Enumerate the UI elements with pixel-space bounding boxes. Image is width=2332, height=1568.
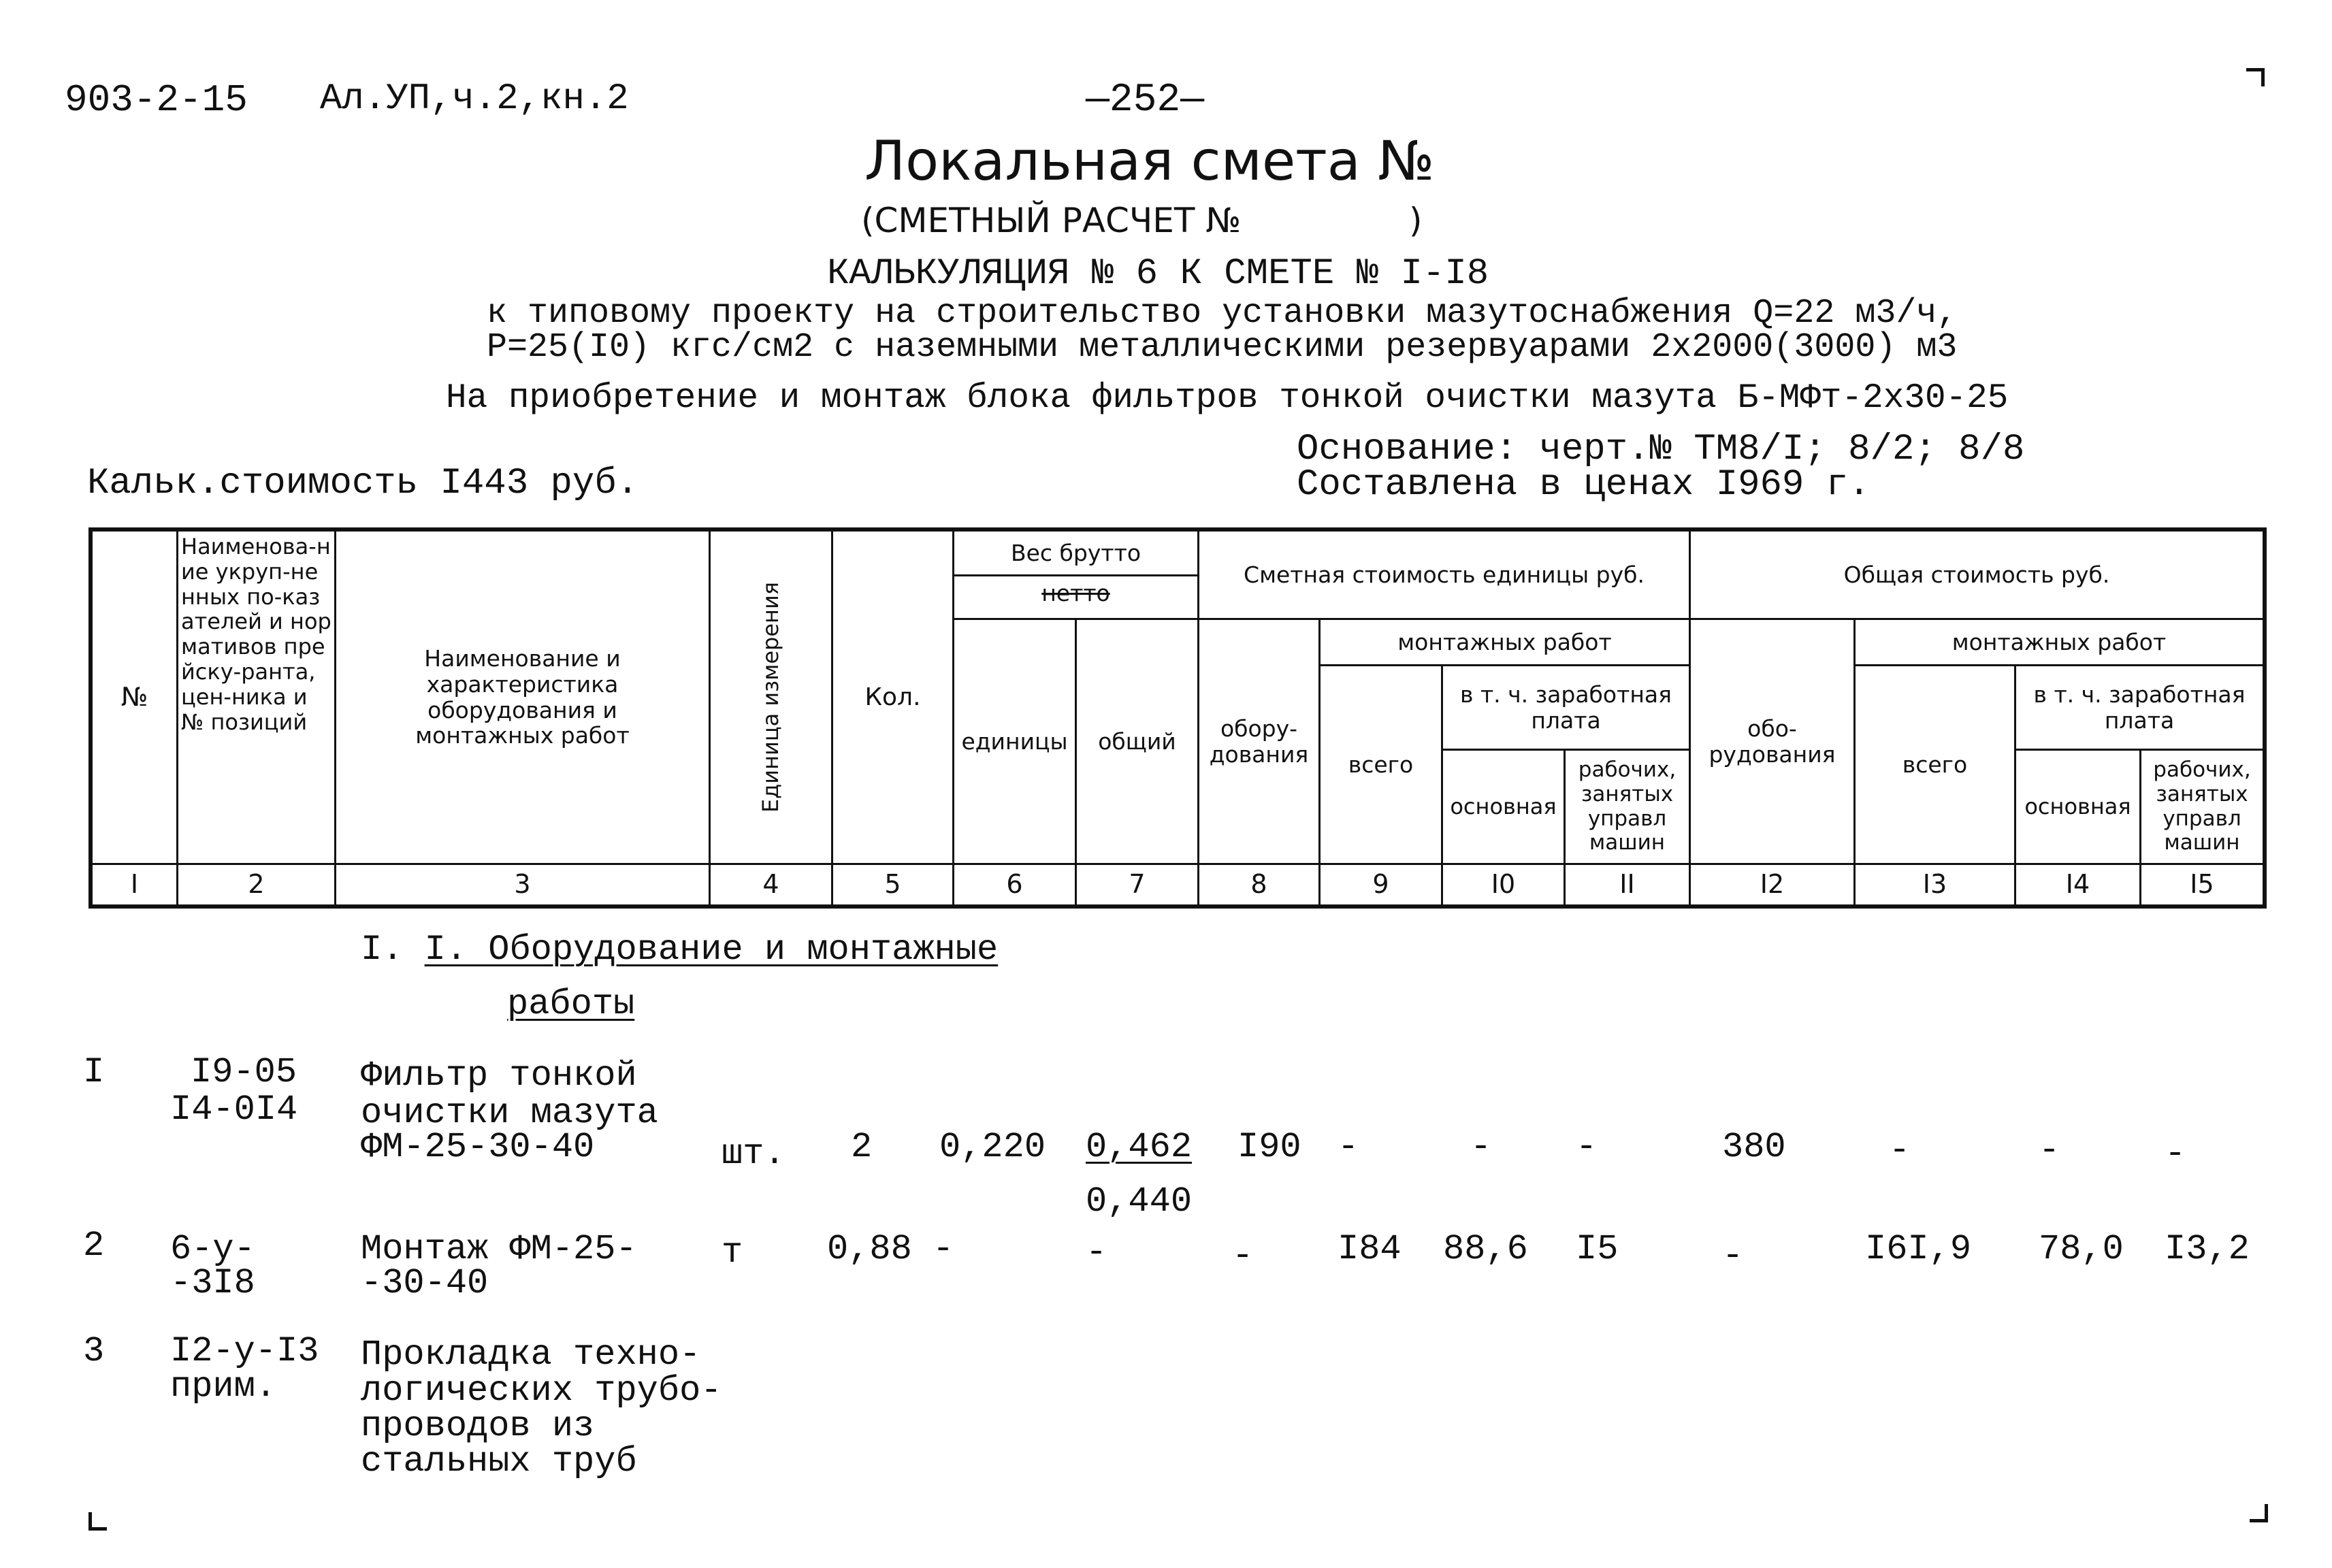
estimate-subtitle: (СМЕТНЫЙ РАСЧЕТ № [861,201,1242,240]
row-1-name-line2: очистки мазута [361,1093,658,1133]
doc-code: 903-2-15 [65,78,248,122]
th-total-cost-install: монтажных работ [1856,620,2263,666]
th-weight [954,532,1199,620]
row-1-code-line1: I9-05 [191,1052,297,1092]
row-1-name-line3: ФМ-25-30-40 [361,1127,595,1167]
th-quantity: Кол. [833,532,954,865]
basis-drawings: Основание: черт.№ ТМ8/I; 8/2; 8/8 [1297,429,2025,470]
th-weight-gross: Вес брутто [954,532,1197,576]
section-title-number: I. [361,930,425,970]
row-2-code-line1: 6-у- [170,1229,255,1269]
row-1-unit-cost-machine: - [1576,1127,1598,1167]
th-unit-cost: Сметная стоимость единицы руб. [1199,532,1691,620]
row-3-name-line1: Прокладка техно- [361,1335,701,1375]
col-num: I5 [2190,869,2214,900]
row-1-weight-unit: 0,220 [939,1127,1046,1167]
col-num: II [1566,865,1691,904]
row-3-name-line4: стальных труб [361,1441,637,1482]
th-number: № [93,532,178,865]
row-2-number: 2 [83,1226,105,1266]
page-number: —252— [1086,78,1205,122]
row-3-number: 3 [83,1331,105,1371]
row-1-unit-cost-equipment: I90 [1237,1127,1301,1167]
th-total-cost-wages-machine: рабочих, занятых управл машин [2141,751,2263,865]
th-weight-total: общий [1077,620,1199,865]
th-total-cost-wages: в т. ч. заработная плата [2016,666,2263,751]
row-2-weight-unit: - [933,1229,954,1269]
col-num: 7 [1077,865,1199,904]
row-2-name-line1: Монтаж ФМ-25- [361,1229,637,1269]
col-num: 4 [711,865,833,904]
row-1-total-wages: - [2039,1130,2060,1171]
th-total-cost: Общая стоимость руб. [1691,532,2263,620]
album-reference: Ал.УП,ч.2,кн.2 [320,78,629,120]
row-2-unit-cost-machine: I5 [1576,1229,1619,1269]
row-2-code-line2: -3I8 [170,1263,255,1303]
row-1-weight-total: 0,462 [1086,1127,1193,1167]
col-num: I0 [1443,865,1566,904]
corner-mark-top-right [2246,68,2265,86]
estimate-title: Локальная смета № [864,129,1435,193]
estimate-table-header [88,527,2267,909]
th-total-cost-total: всего [1856,666,2016,865]
row-2-unit-cost-install: I84 [1338,1229,1402,1269]
purpose-line: На приобретение и монтаж блока фильтров тонкой очистки мазута Б-МФт-2х30-25 [446,379,2009,418]
col-num: I3 [1856,865,2016,904]
th-unit-label: Единица измерения [758,581,784,813]
th-unit-cost-install: монтажных работ [1321,620,1691,666]
calculation-title: КАЛЬКУЛЯЦИЯ № 6 К СМЕТЕ № I-I8 [827,253,1489,295]
th-unit [711,532,833,865]
col-num: I4 [2016,865,2141,904]
row-1-total-machine: - [2165,1134,2186,1174]
row-3-name-line2: логических трубо- [361,1371,722,1411]
th-norms: Наименова-ние укруп-ненных по-казателей и нормативов прейску-ранта, цен-ника и № позиций [178,532,336,865]
row-2-total-machine: I3,2 [2165,1229,2250,1269]
th-unit-cost-total: всего [1321,666,1443,865]
col-num: 6 [954,865,1077,904]
row-1-weight-total-net: 0,440 [1086,1181,1193,1222]
row-1-unit: шт. [722,1134,786,1174]
row-3-name-line3: проводов из [361,1406,595,1446]
th-equipment-name: Наименование и характеристика оборудования и монтажных работ [336,532,711,865]
row-1-total-install: - [1889,1130,1911,1171]
row-2-total-install: I6I,9 [1865,1229,1972,1269]
row-2-weight-total: - [1086,1232,1107,1273]
col-num: 2 [178,865,336,904]
row-2-total-wages: 78,0 [2039,1229,2124,1269]
row-2-quantity: 0,88 [827,1229,912,1269]
price-year: Составлена в ценах I969 г. [1297,464,1871,506]
section-title-line2: работы [507,984,635,1024]
project-line-2: Р=25(I0) кгс/см2 с наземными металлическими резервуарами 2х2000(3000) м3 [487,328,1958,367]
row-1-quantity: 2 [851,1127,873,1167]
col-num: 3 [336,865,711,904]
row-1-code-line2: I4-0I4 [170,1090,298,1130]
th-total-cost-equipment: обо-рудования [1691,620,1856,865]
th-unit-cost-equipment: обору-дования [1199,620,1321,865]
row-3-code-line1: I2-у-I3 [170,1331,319,1371]
row-2-unit-cost-equipment: - [1232,1236,1254,1276]
th-unit-cost-wages: в т. ч. заработная плата [1443,666,1691,751]
calculated-cost: Кальк.стоимость I443 руб. [87,463,639,504]
th-weight-net: нетто [1041,580,1110,606]
corner-mark-bottom-right [2250,1504,2268,1522]
col-num: 9 [1321,865,1443,904]
col-num: 8 [1199,865,1321,904]
th-weight-unit: единицы [954,620,1077,865]
row-1-unit-cost-install: - [1338,1127,1359,1167]
col-num: I2 [1691,865,1856,904]
th-unit-cost-wages-machine: рабочих, занятых управл машин [1566,751,1691,865]
row-1-total-equipment: 380 [1722,1127,1786,1167]
row-1-unit-cost-wages: - [1470,1127,1492,1167]
corner-mark-bottom-left [88,1512,107,1531]
project-line-1: к типовому проекту на строительство установки мазутоснабжения Q=22 м3/ч, [487,294,1958,333]
row-1-number: I [83,1052,105,1092]
section-title [361,932,998,968]
col-num: I [93,865,178,904]
th-total-cost-wages-base: основная [2016,751,2141,865]
row-2-name-line2: -30-40 [361,1263,489,1303]
col-num: 5 [833,865,954,904]
row-1-name-line1: Фильтр тонкой [361,1056,637,1096]
th-unit-cost-wages-base: основная [1443,751,1566,865]
row-2-total-equipment: - [1722,1236,1744,1276]
row-2-unit: т [722,1232,743,1273]
row-2-unit-cost-wages: 88,6 [1443,1229,1528,1269]
row-3-code-line2: прим. [170,1367,277,1407]
section-title-line1: I. Оборудование и монтажные [424,930,999,970]
estimate-subtitle-close: ) [1409,201,1423,240]
